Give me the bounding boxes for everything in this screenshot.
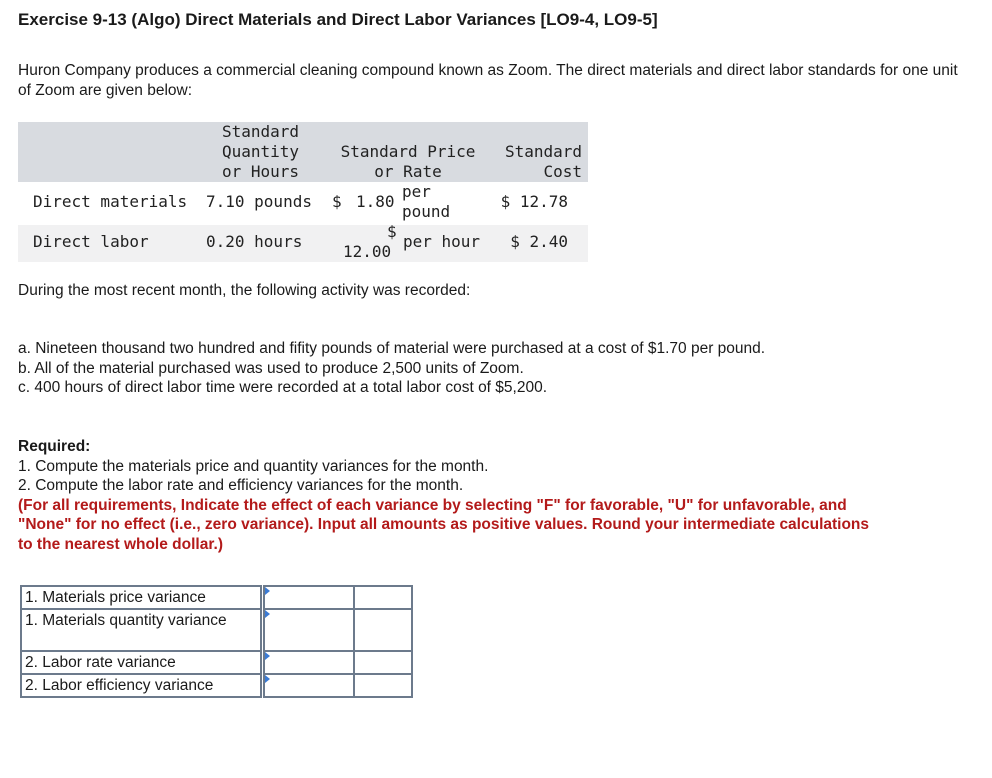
row-label: 1. Materials price variance bbox=[21, 586, 261, 609]
instruction-line: "None" for no effect (i.e., zero variance). Input all amounts as positive values. Round your intermediate calculations bbox=[18, 516, 870, 533]
materials-quantity-amount-input[interactable] bbox=[264, 609, 354, 651]
row-labor-qty: 0.20 hours bbox=[206, 232, 303, 251]
materials-price-effect-select[interactable] bbox=[354, 586, 412, 609]
row-labor-price-value: 12.00 bbox=[343, 242, 392, 261]
table-row bbox=[21, 651, 412, 674]
row-materials-qty: 7.10 pounds bbox=[206, 192, 312, 211]
required-heading: Required: bbox=[18, 438, 91, 455]
answer-table bbox=[20, 585, 413, 698]
labor-efficiency-amount-input[interactable] bbox=[264, 674, 354, 697]
required-item: 2. Compute the labor rate and efficiency variances for the month. bbox=[18, 477, 464, 494]
header-qty: Standard Quantity or Hours bbox=[222, 122, 300, 181]
required-section bbox=[18, 437, 869, 554]
row-labor-cost: $ 2.40 bbox=[510, 232, 568, 251]
row-label: 1. Materials quantity variance bbox=[21, 609, 261, 651]
header-cost: Standard Cost bbox=[504, 142, 582, 181]
instruction-line: (For all requirements, Indicate the effect of each variance by selecting "F" for favorable, "U" for unfavorable, and bbox=[18, 496, 847, 514]
instruction-line: to the nearest whole dollar.) bbox=[18, 535, 223, 553]
list-item: c. 400 hours of direct labor time were recorded at a total labor cost of $5,200. bbox=[18, 379, 548, 396]
list-item: a. Nineteen thousand two hundred and fifity pounds of material were purchased at a cost of $1.70 per pound. bbox=[18, 340, 766, 357]
row-materials-label: Direct materials bbox=[33, 192, 188, 211]
row-materials-unit: per pound bbox=[402, 182, 451, 221]
labor-rate-effect-select[interactable] bbox=[354, 651, 412, 674]
table-row bbox=[21, 609, 412, 651]
row-labor-price-symbol: $ bbox=[387, 222, 397, 241]
row-label: 2. Labor efficiency variance bbox=[21, 674, 261, 697]
row-labor-label: Direct labor bbox=[33, 232, 149, 251]
list-item: b. All of the material purchased was used to produce 2,500 units of Zoom. bbox=[18, 359, 524, 377]
row-label: 2. Labor rate variance bbox=[21, 651, 261, 674]
table-row bbox=[21, 674, 412, 697]
row-labor-unit: per hour bbox=[403, 232, 481, 251]
labor-efficiency-effect-select[interactable] bbox=[354, 674, 412, 697]
materials-quantity-effect-select[interactable] bbox=[354, 609, 412, 651]
header-price: Standard Price or Rate bbox=[340, 142, 476, 181]
intro-text: Huron Company produces a commercial cleaning compound known as Zoom. The direct materials and direct labor standards for one unit of Zoom are given below: bbox=[18, 62, 958, 99]
row-materials-price-value: 1.80 bbox=[356, 192, 395, 211]
row-materials-price-symbol: $ bbox=[332, 192, 342, 211]
required-item: 1. Compute the materials price and quantity variances for the month. bbox=[18, 457, 489, 475]
materials-price-amount-input[interactable] bbox=[264, 586, 354, 609]
labor-rate-amount-input[interactable] bbox=[264, 651, 354, 674]
page-title: Exercise 9-13 (Algo) Direct Materials and Direct Labor Variances [LO9-4, LO9-5] bbox=[18, 10, 658, 29]
table-row bbox=[21, 586, 412, 609]
row-materials-cost: $ 12.78 bbox=[500, 192, 568, 211]
activity-list bbox=[18, 339, 765, 398]
activity-intro: During the most recent month, the following activity was recorded: bbox=[18, 282, 471, 299]
